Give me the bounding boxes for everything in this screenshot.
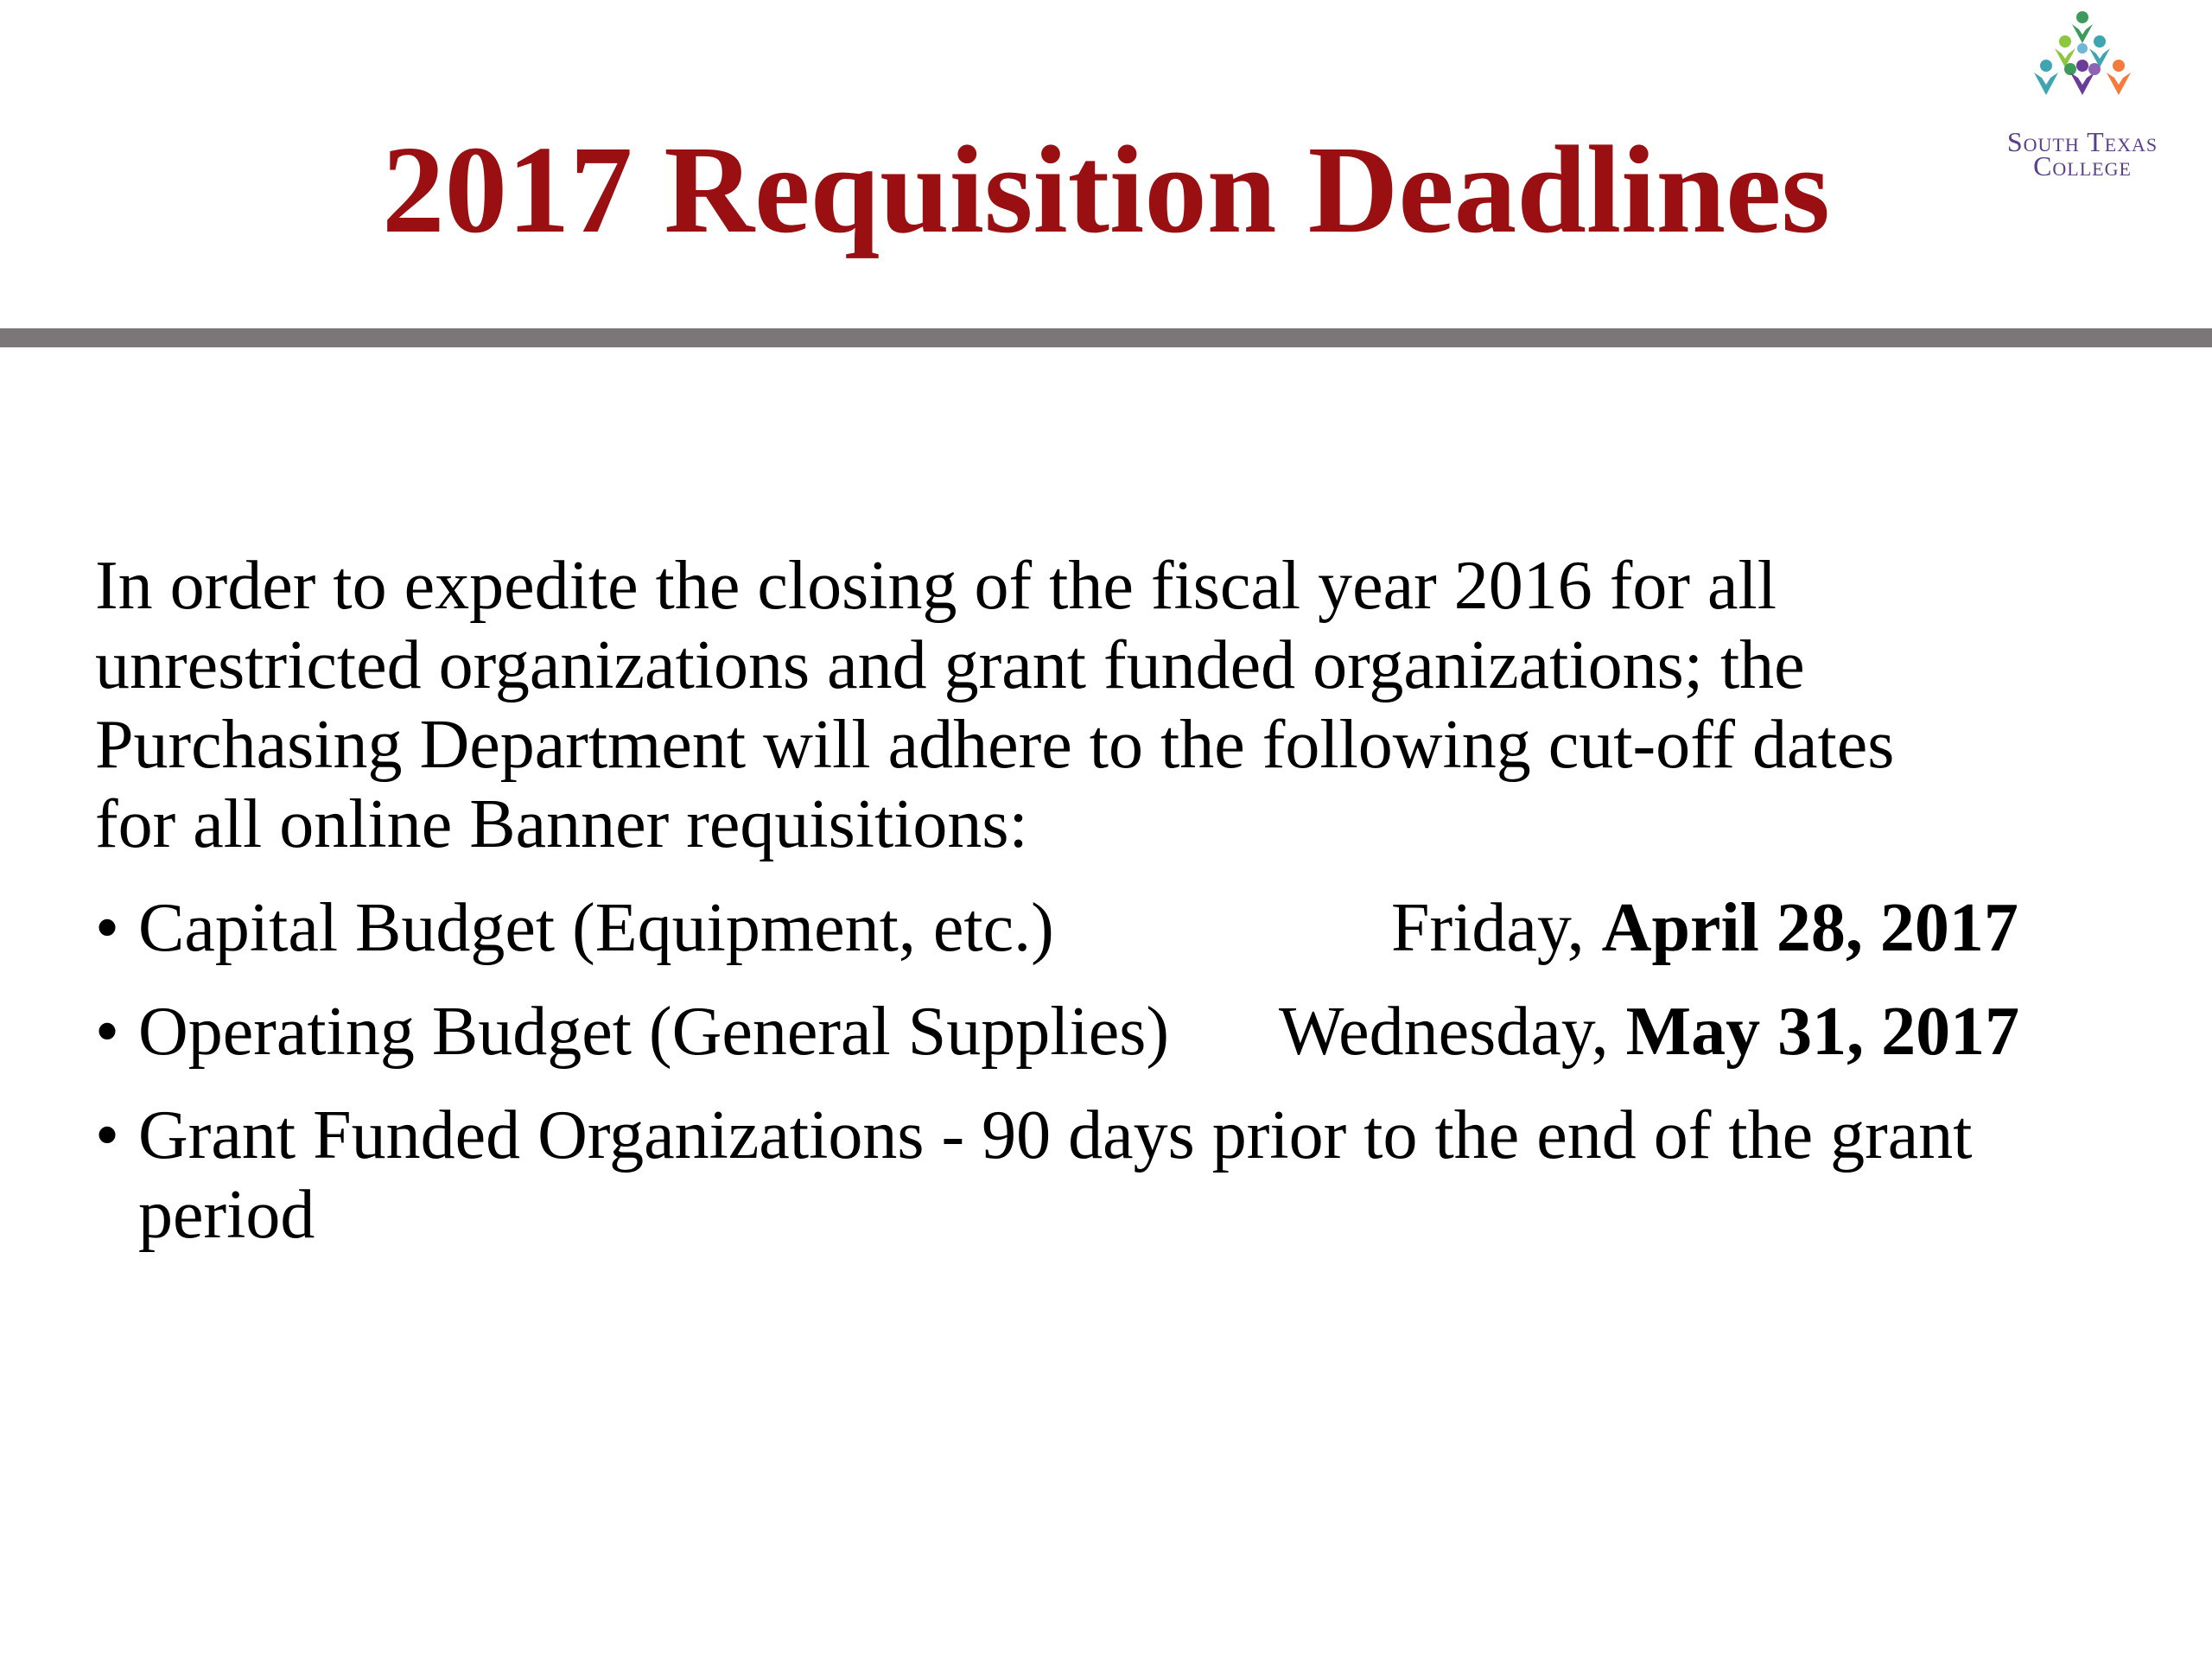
deadline-text-line: Grant Funded Organizations - 90 days prior to the end of the grant [138, 1097, 1973, 1173]
intro-paragraph [95, 546, 2134, 864]
deadline-label: Operating Budget (General Supplies) [138, 994, 1170, 1070]
logo-text-line-2: College [2033, 150, 2132, 181]
deadline-date: May 31, 2017 [1625, 994, 2020, 1070]
deadline-weekday: Wednesday, [1279, 994, 1626, 1070]
bullet-marker: • [95, 1097, 120, 1173]
college-logo [1979, 9, 2186, 181]
deadline-list [95, 888, 2134, 1255]
slide-title: 2017 Requisition Deadlines [382, 121, 1830, 259]
title-divider [0, 328, 2212, 347]
slide-body [95, 546, 2134, 1279]
deadline-weekday: Friday, [1391, 890, 1602, 966]
deadline-label: Capital Budget (Equipment, etc.) [138, 890, 1054, 966]
deadline-item-capital-budget [95, 888, 2134, 968]
bullet-marker: • [95, 890, 120, 966]
deadline-date-group [1279, 992, 2019, 1071]
bullet-marker: • [95, 994, 120, 1070]
deadline-text-line: period [138, 1177, 315, 1253]
intro-line: unrestricted organizations and grant funded organizations; the [95, 627, 1805, 703]
logo-text-line-1: South Texas [2006, 126, 2158, 157]
deadline-date: April 28, 2017 [1601, 890, 2018, 966]
intro-line: In order to expedite the closing of the fiscal year 2016 for all [95, 548, 1777, 624]
intro-line: for all online Banner requisitions: [95, 786, 1028, 862]
intro-line: Purchasing Department will adhere to the following cut-off dates [95, 707, 1895, 783]
deadline-date-group [1391, 888, 2018, 968]
people-tree-icon [2022, 9, 2143, 121]
deadline-item-grant-funded [95, 1096, 2134, 1255]
deadline-item-operating-budget [95, 992, 2134, 1071]
